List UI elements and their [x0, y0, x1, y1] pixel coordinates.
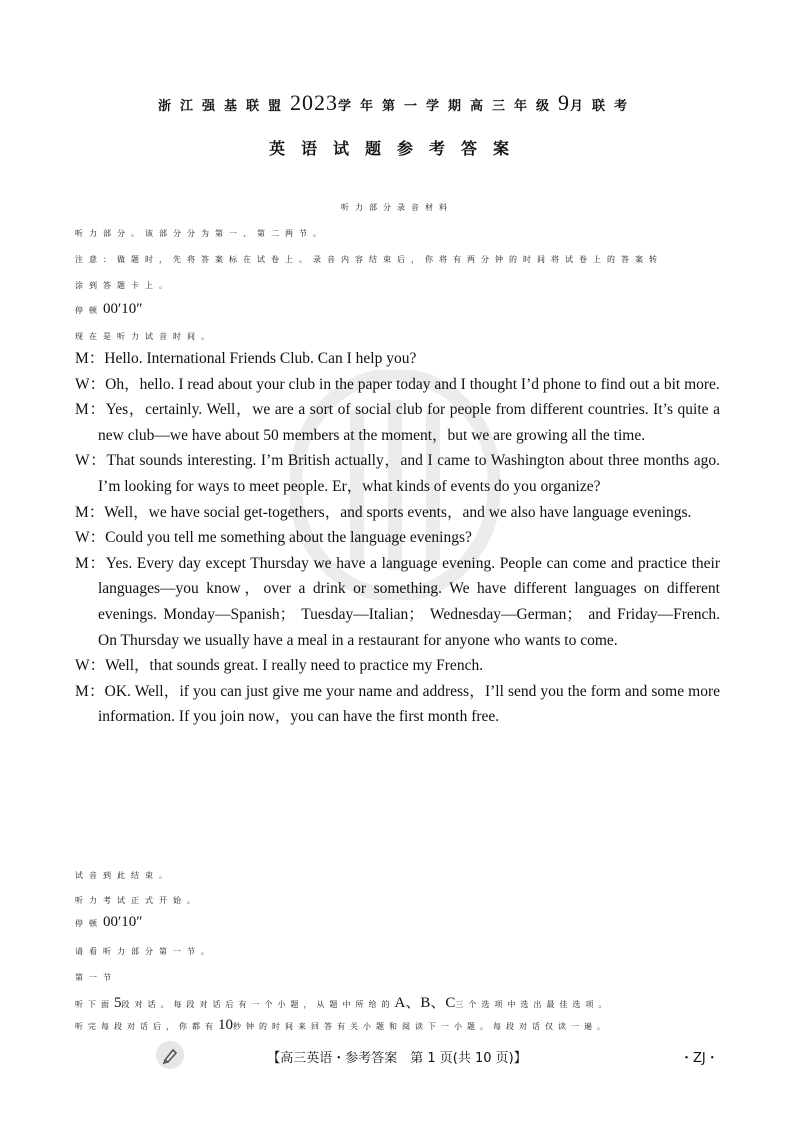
dialogue-line: W：That sounds interesting. I’m British actually，and I came to Washington about three months ago. I’m looking for ways to meet people. Er，what kinds of events do you organize? — [75, 452, 720, 495]
outro-line-4: 第一节 — [75, 973, 117, 982]
footer-region-code: ・ZJ・ — [680, 1051, 719, 1066]
section-title: 听力部分录音材料 — [341, 203, 453, 212]
intro-line-2: 注意：做题时，先将答案标在试卷上。录音内容结束后，你将有两分钟的时间将试卷上的答案转 — [75, 255, 663, 264]
document-title: 英语试题参考答案 — [268, 139, 525, 158]
outro-line-5: 听下面5段对话。每段对话后有一个小题，从题中所给的A、B、C三个选项中选出最佳选项。 — [75, 995, 612, 1011]
intro-line-1: 听力部分。该部分分为第一、第二两节。 — [75, 229, 327, 238]
dialogue-line: M：Hello. International Friends Club. Can I help you? — [75, 350, 417, 367]
outro-line-6: 听完每段对话后，你都有10秒钟的时间来回答有关小题和阅读下一小题。每段对话仅读一遍。 — [75, 1017, 610, 1033]
dialogue-line: W：Could you tell me something about the language evenings? — [75, 529, 472, 547]
dialogue-line: M：OK. Well，if you can just give me your name and address，I’ll send you the form and some more information. If you join now，you can have the first month free. — [75, 682, 720, 726]
page-footer: 【高三英语・参考答案 第 1 页(共 10 页)】 — [267, 1051, 527, 1066]
dialogue-line: M：Yes，certainly. Well，we are a sort of social club for people from different countries. It’s quite a new club—we have about 50 members at the moment，but we are growing all the time. — [75, 401, 720, 444]
exam-title: 浙江强基联盟2023学年第一学期高三年级9月联考 — [157, 90, 637, 115]
outro-line-1: 试音到此结束。 — [75, 871, 173, 880]
outro-line-2: 听力考试正式开始。 — [75, 896, 201, 905]
pause-line-1: 停顿00′10″ — [75, 301, 143, 317]
dialogue-line: W：Well，that sounds great. I really need to practice my French. — [75, 657, 484, 675]
intro-line-3: 涂到答题卡上。 — [75, 281, 173, 290]
dialogue-line: M：Yes. Every day except Thursday we have a language evening. People can come and practice their languages—you know，over a drink or something. We have different languages on different evenings. Monday—Spanish； Tuesday—Italian； Wednesday—German； and Friday—French. On Thursday we usually have a meal in a restaurant for anyone who wants to come. — [75, 554, 720, 649]
intro-line-4: 现在是听力试音时间。 — [75, 332, 215, 341]
outro-line-3: 请看听力部分第一节。 — [75, 947, 215, 956]
dialogue-transcript — [75, 346, 720, 730]
dialogue-line: W：Oh，hello. I read about your club in the paper today and I thought I’d phone to find out a bit more. — [75, 375, 720, 393]
dialogue-line: M：Well，we have social get-togethers，and sports events，and we also have language evenings. — [75, 503, 692, 521]
pause-line-2: 停顿00′10″ — [75, 914, 143, 930]
